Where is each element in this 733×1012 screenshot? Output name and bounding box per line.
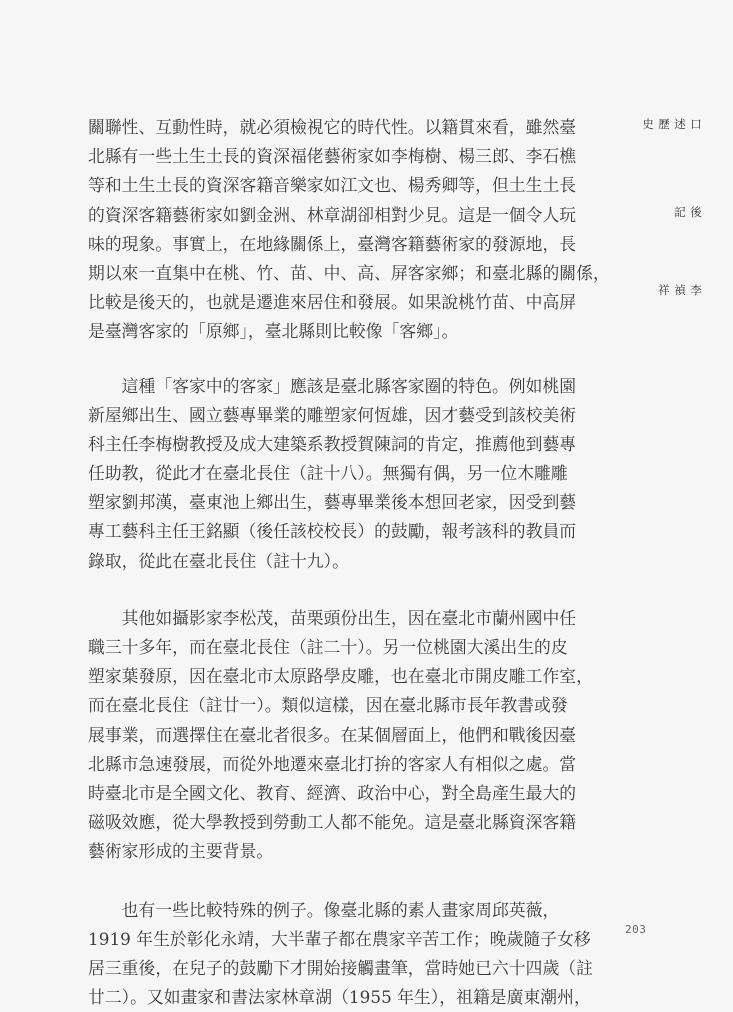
text-line: 是臺灣客家的「原鄉」，臺北縣則比較像「客鄉」。 <box>88 317 626 346</box>
text-line: 期以來一直集中在桃、竹、苗、中、高、屏客家鄉；和臺北縣的關係， <box>88 259 626 288</box>
text-line: 塑家劉邦漢，臺東池上鄉出生，藝專畢業後本想回老家，因受到藝 <box>88 488 626 517</box>
text-line: 關聯性、互動性時，就必須檢視它的時代性。以籍貫來看，雖然臺 <box>88 113 626 142</box>
text-line: 展事業，而選擇住在臺北者很多。在某個層面上，他們和戰後因臺 <box>88 721 626 750</box>
text-line: 也有一些比較特殊的例子。像臺北縣的素人畫家周邱英薇， <box>88 896 626 925</box>
text-line: 1919 年生於彰化永靖，大半輩子都在農家辛苦工作；晚歲隨子女移 <box>88 925 626 954</box>
main-text <box>88 113 626 1012</box>
text-line: 時臺北市是全國文化、教育、經濟、政治中心，對全島產生最大的 <box>88 779 626 808</box>
text-line: 味的現象。事實上，在地緣關係上，臺灣客籍藝術家的發源地，長 <box>88 230 626 259</box>
paragraph-spacer <box>88 867 626 896</box>
text-line: 科主任李梅樹教授及成大建築系教授賀陳詞的肯定，推薦他到藝專 <box>88 430 626 459</box>
paragraph-spacer <box>88 576 626 604</box>
text-line: 這種「客家中的客家」應該是臺北縣客家圈的特色。例如桃園 <box>88 372 626 401</box>
paragraph-spacer <box>88 347 626 372</box>
paragraph-2 <box>88 372 626 576</box>
page-number: 203 <box>625 923 646 936</box>
text-line: 專工藝科主任王銘顯（後任該校校長）的鼓勵，報考該科的教員而 <box>88 517 626 546</box>
paragraph-4 <box>88 896 626 1012</box>
text-line: 塑家葉發原，因在臺北市太原路學皮雕，也在臺北市開皮雕工作室， <box>88 662 626 691</box>
text-line: 新屋鄉出生、國立藝專畢業的雕塑家何恆雄，因才藝受到該校美術 <box>88 401 626 430</box>
text-line: 等和土生土長的資深客籍音樂家如江文也、楊秀卿等，但土生土長 <box>88 171 626 200</box>
paragraph-1 <box>88 113 626 347</box>
text-line: 比較是後天的，也就是遷進來居住和發展。如果說桃竹苗、中高屏 <box>88 288 626 317</box>
text-line: 而在臺北長住（註廿一）。類似這樣，因在臺北縣市長年教書或發 <box>88 691 626 720</box>
author-name: 李禎祥 <box>688 284 704 298</box>
text-line: 北縣有一些土生土長的資深福佬藝術家如李梅樹、楊三郎、李石樵 <box>88 142 626 171</box>
series-title: 口述歷史 <box>688 118 704 132</box>
text-line: 職三十多年，而在臺北長住（註二十）。另一位桃園大溪出生的皮 <box>88 633 626 662</box>
text-line: 藝術家形成的主要背景。 <box>88 837 626 866</box>
text-line: 廿二）。又如畫家和書法家林章湖（1955 年生），祖籍是廣東潮州， <box>88 983 626 1012</box>
text-line: 錄取，從此在臺北長住（註十九）。 <box>88 547 626 576</box>
section-title: 後 記 <box>688 206 704 233</box>
text-line: 居三重後，在兒子的鼓勵下才開始接觸畫筆，當時她已六十四歲（註 <box>88 954 626 983</box>
text-line: 磁吸效應，從大學教授到勞動工人都不能免。這是臺北縣資深客籍 <box>88 808 626 837</box>
text-line: 北縣市急速發展，而從外地遷來臺北打拚的客家人有相似之處。當 <box>88 750 626 779</box>
paragraph-3 <box>88 604 626 867</box>
text-line: 其他如攝影家李松茂，苗栗頭份出生，因在臺北市蘭州國中任 <box>88 604 626 633</box>
text-line: 的資深客籍藝術家如劉金洲、林章湖卻相對少見。這是一個令人玩 <box>88 201 626 230</box>
text-line: 任助教，從此才在臺北長住（註十八）。無獨有偶，另一位木雕雕 <box>88 459 626 488</box>
